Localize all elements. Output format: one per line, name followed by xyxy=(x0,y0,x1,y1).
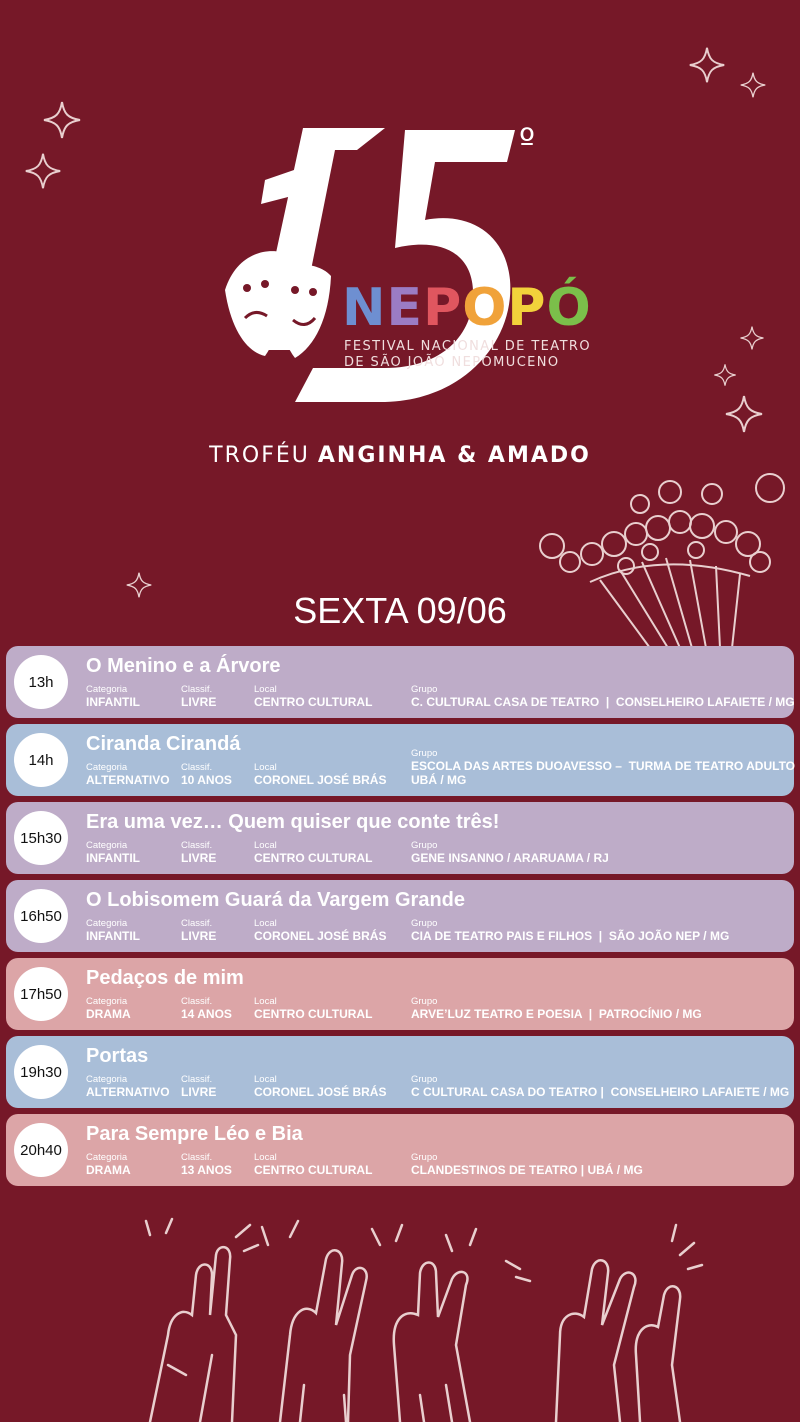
subtitle-line-2: DE SÃO JOÃO NEPOMUCENO xyxy=(344,355,560,370)
event-rating xyxy=(181,996,232,1021)
festival-name-letter: E xyxy=(386,278,424,338)
group-label: Grupo xyxy=(411,840,438,851)
clapping-hands-illustration xyxy=(0,1215,800,1422)
venue-value: CORONEL JOSÉ BRÁS xyxy=(254,1085,387,1099)
venue-label: Local xyxy=(254,684,277,695)
group-value: C CULTURAL CASA DO TEATRO | CONSELHEIRO LAFAIETE / MG xyxy=(411,1085,790,1099)
category-label: Categoria xyxy=(86,762,128,773)
event-category xyxy=(86,1074,170,1099)
event-title: Portas xyxy=(86,1045,149,1067)
trophy-title xyxy=(0,443,800,468)
event-row xyxy=(6,1036,794,1108)
category-value: INFANTIL xyxy=(86,929,140,943)
group-label: Grupo xyxy=(411,748,438,759)
category-value: INFANTIL xyxy=(86,695,140,709)
event-title: O Menino e a Árvore xyxy=(86,655,281,677)
event-rating xyxy=(181,918,216,943)
event-venue xyxy=(254,840,372,865)
event-group xyxy=(411,1074,789,1099)
festival-name-letter: O xyxy=(462,278,508,338)
festival-name-letter: N xyxy=(342,278,387,338)
festival-name-letter: Ó xyxy=(546,278,592,338)
event-rating xyxy=(181,1074,216,1099)
event-category xyxy=(86,840,140,865)
event-venue xyxy=(254,996,372,1021)
event-venue xyxy=(254,762,386,787)
event-category xyxy=(86,996,131,1021)
venue-value: CORONEL JOSÉ BRÁS xyxy=(254,773,387,787)
event-rating xyxy=(181,762,232,787)
sparkle-icon xyxy=(40,98,84,142)
event-title: Era uma vez… Quem quiser que conte três! xyxy=(86,811,500,833)
day-heading: SEXTA 09/06 xyxy=(293,590,507,631)
event-group xyxy=(411,918,729,943)
rating-label: Classif. xyxy=(181,762,213,773)
rating-value: LIVRE xyxy=(181,1085,217,1099)
event-title: Para Sempre Léo e Bia xyxy=(86,1123,303,1145)
sparkle-icon xyxy=(686,44,728,86)
category-label: Categoria xyxy=(86,684,128,695)
event-time: 14h xyxy=(14,733,68,787)
event-time: 17h50 xyxy=(14,967,68,1021)
event-group xyxy=(411,748,795,787)
venue-label: Local xyxy=(254,1152,277,1163)
rating-value: 10 ANOS xyxy=(181,773,232,787)
trophy-name: ANGINHA & AMADO xyxy=(317,443,591,468)
group-label: Grupo xyxy=(411,1074,438,1085)
event-row xyxy=(6,646,794,718)
sparkle-icon xyxy=(738,324,766,352)
event-category xyxy=(86,684,140,709)
venue-label: Local xyxy=(254,918,277,929)
rating-label: Classif. xyxy=(181,684,213,695)
rating-value: LIVRE xyxy=(181,851,217,865)
event-time: 19h30 xyxy=(14,1045,68,1099)
group-value: ARVE’LUZ TEATRO E POESIA | PATROCÍNIO / MG xyxy=(411,1007,702,1021)
event-group xyxy=(411,840,609,865)
venue-label: Local xyxy=(254,1074,277,1085)
rating-label: Classif. xyxy=(181,918,213,929)
group-value: CIA DE TEATRO PAIS E FILHOS | SÃO JOÃO NEP / MG xyxy=(411,929,730,943)
event-title: Ciranda Cirandá xyxy=(86,733,241,755)
venue-value: CENTRO CULTURAL xyxy=(254,851,373,865)
trophy-prefix: TROFÉU xyxy=(209,443,310,468)
group-value: ESCOLA DAS ARTES DUOAVESSO – TURMA DE TEATRO ADULTO UBÁ / MG xyxy=(411,759,796,787)
venue-label: Local xyxy=(254,996,277,1007)
group-label: Grupo xyxy=(411,684,438,695)
category-value: DRAMA xyxy=(86,1007,131,1021)
venue-value: CENTRO CULTURAL xyxy=(254,1163,373,1177)
event-rating xyxy=(181,1152,232,1177)
category-label: Categoria xyxy=(86,996,128,1007)
sparkle-icon xyxy=(738,70,768,100)
event-time: 16h50 xyxy=(14,889,68,943)
event-row xyxy=(6,1114,794,1186)
category-label: Categoria xyxy=(86,1152,128,1163)
rating-label: Classif. xyxy=(181,1074,213,1085)
sparkle-icon xyxy=(22,150,64,192)
event-venue xyxy=(254,1074,386,1099)
event-row xyxy=(6,802,794,874)
festival-name-letter: P xyxy=(507,278,547,338)
event-time: 13h xyxy=(14,655,68,709)
category-label: Categoria xyxy=(86,918,128,929)
event-time: 20h40 xyxy=(14,1123,68,1177)
category-value: ALTERNATIVO xyxy=(86,1085,170,1099)
group-value: GENE INSANNO / ARARUAMA / RJ xyxy=(411,851,609,865)
event-row xyxy=(6,724,794,796)
category-value: DRAMA xyxy=(86,1163,131,1177)
event-title: Pedaços de mim xyxy=(86,967,244,989)
festival-subtitle xyxy=(344,339,591,371)
festival-name-letter: P xyxy=(423,278,463,338)
event-time: 15h30 xyxy=(14,811,68,865)
rating-label: Classif. xyxy=(181,996,213,1007)
venue-value: CENTRO CULTURAL xyxy=(254,1007,373,1021)
rating-value: LIVRE xyxy=(181,695,217,709)
rating-label: Classif. xyxy=(181,1152,213,1163)
event-group xyxy=(411,1152,643,1177)
category-label: Categoria xyxy=(86,840,128,851)
event-rating xyxy=(181,684,216,709)
category-label: Categoria xyxy=(86,1074,128,1085)
schedule-list xyxy=(6,646,794,1192)
rating-value: LIVRE xyxy=(181,929,217,943)
event-group xyxy=(411,996,702,1021)
sparkle-icon xyxy=(722,392,766,436)
category-value: INFANTIL xyxy=(86,851,140,865)
subtitle-line-1: FESTIVAL NACIONAL DE TEATRO xyxy=(344,339,591,354)
group-label: Grupo xyxy=(411,918,438,929)
venue-label: Local xyxy=(254,840,277,851)
sparkle-icon xyxy=(712,362,738,388)
event-category xyxy=(86,918,140,943)
rating-value: 14 ANOS xyxy=(181,1007,232,1021)
group-label: Grupo xyxy=(411,996,438,1007)
event-row xyxy=(6,880,794,952)
group-value: C. CULTURAL CASA DE TEATRO | CONSELHEIRO LAFAIETE / MG xyxy=(411,695,795,709)
event-row xyxy=(6,958,794,1030)
event-title: O Lobisomem Guará da Vargem Grande xyxy=(86,889,466,911)
event-group xyxy=(411,684,795,709)
festival-name xyxy=(342,278,592,338)
edition-ordinal: º xyxy=(519,122,536,162)
group-value: CLANDESTINOS DE TEATRO | UBÁ / MG xyxy=(411,1163,643,1177)
category-value: ALTERNATIVO xyxy=(86,773,170,787)
event-venue xyxy=(254,684,372,709)
event-rating xyxy=(181,840,216,865)
event-category xyxy=(86,762,170,787)
group-label: Grupo xyxy=(411,1152,438,1163)
event-category xyxy=(86,1152,131,1177)
venue-label: Local xyxy=(254,762,277,773)
rating-label: Classif. xyxy=(181,840,213,851)
event-venue xyxy=(254,918,386,943)
venue-value: CENTRO CULTURAL xyxy=(254,695,373,709)
event-venue xyxy=(254,1152,372,1177)
rating-value: 13 ANOS xyxy=(181,1163,232,1177)
venue-value: CORONEL JOSÉ BRÁS xyxy=(254,929,387,943)
